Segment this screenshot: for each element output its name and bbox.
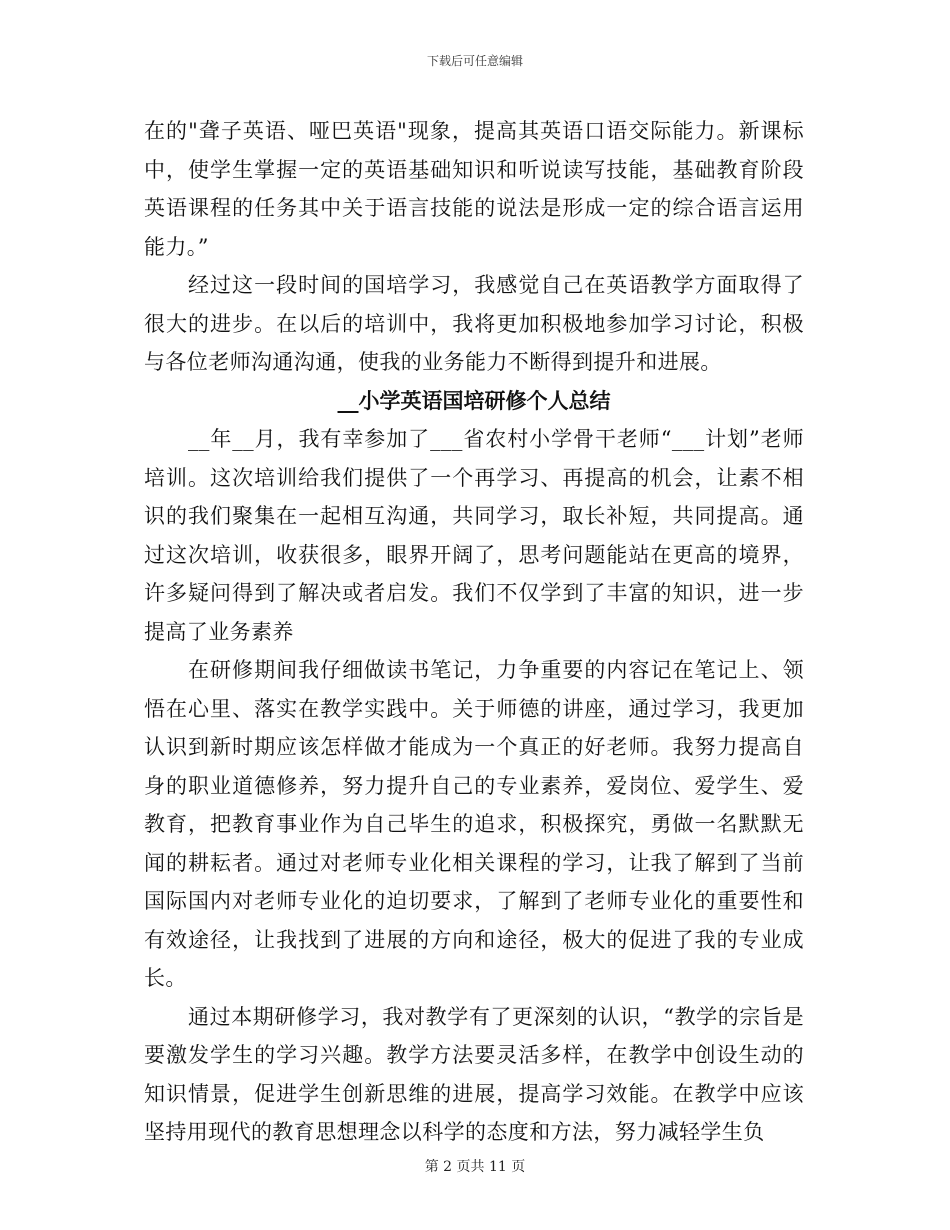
- paragraph-training-intro: __年__月，我有幸参加了___省农村小学骨干老师“___计划”老师培训。这次培训给我们提供了一个再学习、再提高的机会，让素不相识的我们聚集在一起相互沟通，共同学习，取长补短，共同提高。通过这次培训，收获很多，眼界开阔了，思考问题能站在更高的境界，许多疑问得到了解决或者启发。我们不仅学到了丰富的知识，进一步提高了业务素养: [144, 427, 804, 644]
- document-body: [144, 112, 804, 1152]
- paragraph-continuation: 在的"聋子英语、哑巴英语"现象，提高其英语口语交际能力。新课标中，使学生掌握一定的英语基础知识和听说读写技能，基础教育阶段英语课程的任务其中关于语言技能的说法是形成一定的综合语言运用能力。”: [144, 119, 804, 259]
- paragraph-progress: 经过这一段时间的国培学习，我感觉自己在英语教学方面取得了很大的进步。在以后的培训中，我将更加积极地参加学习讨论，积极与各位老师沟通沟通，使我的业务能力不断得到提升和进展。: [144, 273, 804, 374]
- page-header: 下载后可任意编辑: [426, 54, 523, 68]
- section-title: __小学英语国培研修个人总结: [337, 388, 611, 413]
- paragraph-study-notes: 在研修期间我仔细做读书笔记，力争重要的内容记在笔记上、领悟在心里、落实在教学实践中。关于师德的讲座，通过学习，我更加认识到新时期应该怎样做才能成为一个真正的好老师。我努力提高自身的职业道德修养，努力提升自己的专业素养，爱岗位、爱学生、爱教育，把教育事业作为自己毕生的追求，积极探究，勇做一名默默无闻的耕耘者。通过对老师专业化相关课程的学习，让我了解到了当前国际国内对老师专业化的迫切要求，了解到了老师专业化的重要性和有效途径，让我找到了进展的方向和途径，极大的促进了我的专业成长。: [144, 658, 804, 990]
- page-footer: 第 2 页共 11 页: [424, 1159, 526, 1175]
- paragraph-teaching-insight: 通过本期研修学习，我对教学有了更深刻的认识，“教学的宗旨是要激发学生的学习兴趣。教学方法要灵活多样，在教学中创设生动的知识情景，促进学生创新思维的进展，提高学习效能。在教学中应该坚持用现代的教育思想理念以科学的态度和方法，努力减轻学生负: [144, 1004, 804, 1144]
